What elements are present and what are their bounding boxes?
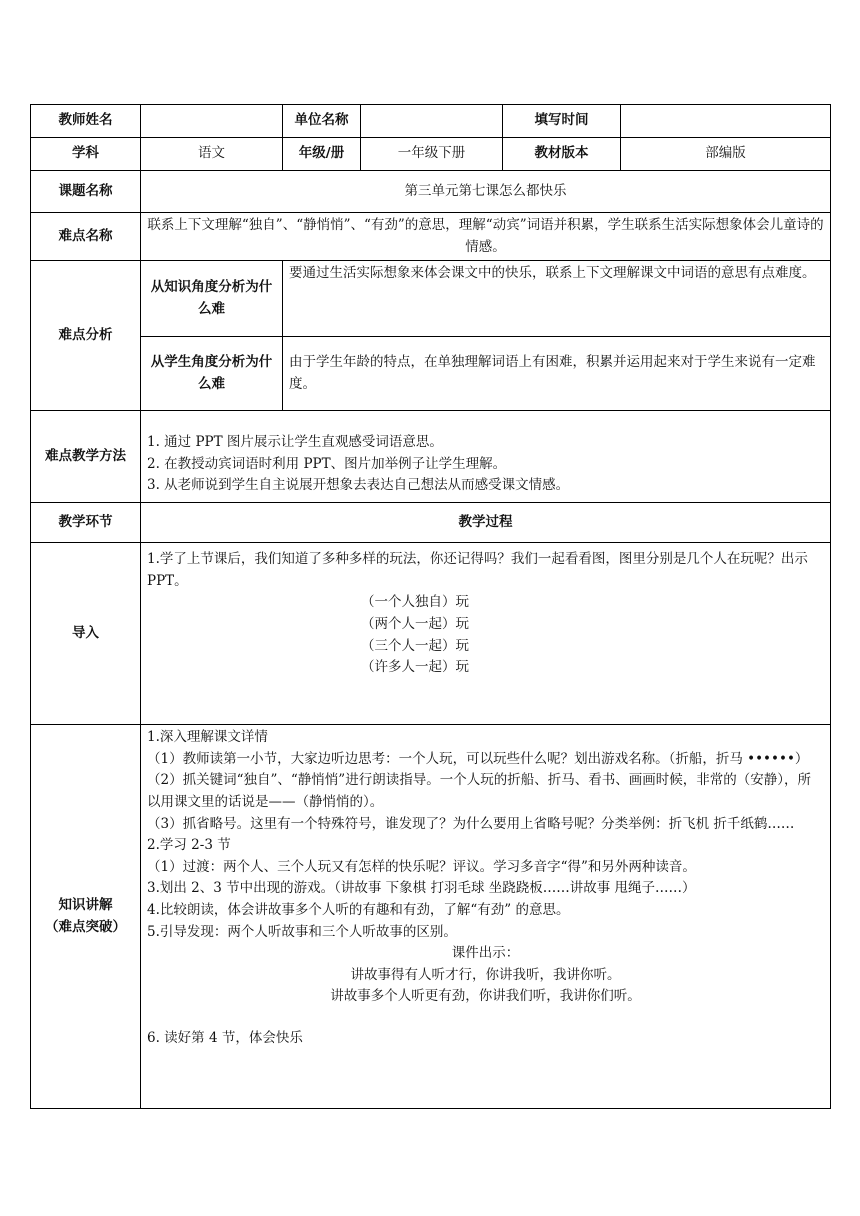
subject-label: 学科: [31, 138, 141, 171]
grade-label: 年级/册: [283, 138, 361, 171]
knowledge-para: 2.学习 2-3 节: [147, 837, 231, 854]
row-knowledge: [31, 725, 831, 1109]
knowledge-para: （1）过渡：两个人、三个人玩又有怎样的快乐呢？评议。学习多音字“得”和另外两种读音。: [147, 858, 696, 875]
row-topic: [31, 171, 831, 213]
row-difficulty: [31, 213, 831, 261]
fill-time-value: [621, 105, 831, 138]
courseware-label: 课件出示：: [451, 945, 520, 962]
method-item: 3. 从老师说到学生自主说展开想象去表达自己想法从而感受课文情感。: [147, 477, 570, 494]
row-intro: [31, 543, 831, 725]
row-process-header: [31, 503, 831, 543]
knowledge-para: （3）抓省略号。这里有一个特殊符号，谁发现了？为什么要用上省略号呢？分类举例：折飞机 折千纸鹤……: [147, 815, 795, 832]
knowledge-para: 6. 读好第 4 节，体会快乐: [147, 1029, 303, 1046]
grade-value: 一年级下册: [361, 138, 503, 171]
unit-value: [361, 105, 503, 138]
teacher-name-value: [141, 105, 283, 138]
spacer: [147, 1008, 824, 1028]
analysis-student-label: 从学生角度分析为什么难: [141, 337, 283, 411]
edition-value: 部编版: [621, 138, 831, 171]
knowledge-para: 5.引导发现：两个人听故事和三个人听故事的区别。: [147, 923, 457, 940]
difficulty-label: 难点名称: [31, 213, 141, 261]
courseware-quote: 讲故事得有人听才行，你讲我听，我讲你听。: [350, 966, 621, 983]
subject-value: 语文: [141, 138, 283, 171]
fill-time-label: 填写时间: [503, 105, 621, 138]
knowledge-para: （2）抓关键词“独自”、“静悄悄”进行朗读指导。一个人玩的折船、折马、看书、画画时候，非常的（安静），所以用课文里的话说是——（静悄悄的）。: [147, 772, 811, 810]
intro-line: （两个人一起）玩: [361, 615, 469, 632]
row-analysis-student: [31, 337, 831, 411]
lesson-plan-table: [30, 104, 831, 1109]
edition-label: 教材版本: [503, 138, 621, 171]
method-label: 难点教学方法: [31, 411, 141, 503]
topic-value: 第三单元第七课怎么都快乐: [141, 171, 831, 213]
topic-label: 课题名称: [31, 171, 141, 213]
knowledge-content: [141, 725, 831, 1109]
analysis-knowledge-value: 要通过生活实际想象来体会课文中的快乐，联系上下文理解课文中词语的意思有点难度。: [283, 261, 831, 337]
knowledge-label-line1: 知识讲解: [58, 897, 113, 914]
analysis-label: 难点分析: [31, 261, 141, 411]
knowledge-para: （1）教师读第一小节，大家边听边思考：一个人玩，可以玩些什么呢？划出游戏名称。（折船，折马 ••••••）: [147, 750, 809, 767]
intro-line: （许多人一起）玩: [361, 659, 469, 676]
knowledge-para: 1.深入理解课文详情: [147, 729, 268, 746]
row-analysis-knowledge: [31, 261, 831, 337]
row-teacher: [31, 105, 831, 138]
courseware-quote: 讲故事多个人听更有劲，你讲我们听，我讲你们听。: [330, 988, 641, 1005]
unit-label: 单位名称: [283, 105, 361, 138]
intro-line: （一个人独自）玩: [361, 594, 469, 611]
method-item: 1. 通过 PPT 图片展示让学生直观感受词语意思。: [147, 434, 443, 451]
teacher-name-label: 教师姓名: [31, 105, 141, 138]
row-method: [31, 411, 831, 503]
intro-line: （三个人一起）玩: [361, 637, 469, 654]
method-item: 2. 在教授动宾词语时利用 PPT、图片加举例子让学生理解。: [147, 455, 507, 472]
knowledge-para: 4.比较朗读，体会讲故事多个人听的有趣和有劲，了解“有劲” 的意思。: [147, 901, 570, 918]
analysis-knowledge-label: 从知识角度分析为什么难: [141, 261, 283, 337]
process-header: 教学过程: [141, 503, 831, 543]
intro-text: 1.学了上节课后，我们知道了多种多样的玩法，你还记得吗？我们一起看看图，图里分别是几个人在玩呢？出示 PPT。: [147, 551, 808, 589]
intro-label: 导入: [31, 543, 141, 725]
row-subject: [31, 138, 831, 171]
intro-content: [141, 543, 831, 725]
analysis-student-value: 由于学生年龄的特点，在单独理解词语上有困难，积累并运用起来对于学生来说有一定难度。: [283, 337, 831, 411]
knowledge-label-line2: （难点突破）: [45, 918, 126, 935]
knowledge-label: [31, 725, 141, 1109]
knowledge-para: 3.划出 2、3 节中出现的游戏。（讲故事 下象棋 打羽毛球 坐跷跷板……讲故事 甩绳子……）: [147, 880, 696, 897]
method-list: [141, 411, 831, 503]
stage-header: 教学环节: [31, 503, 141, 543]
difficulty-value: 联系上下文理解“独自”、“静悄悄”、“有劲”的意思，理解“动宾”词语并积累，学生联系生活实际想象体会儿童诗的情感。: [141, 213, 831, 261]
